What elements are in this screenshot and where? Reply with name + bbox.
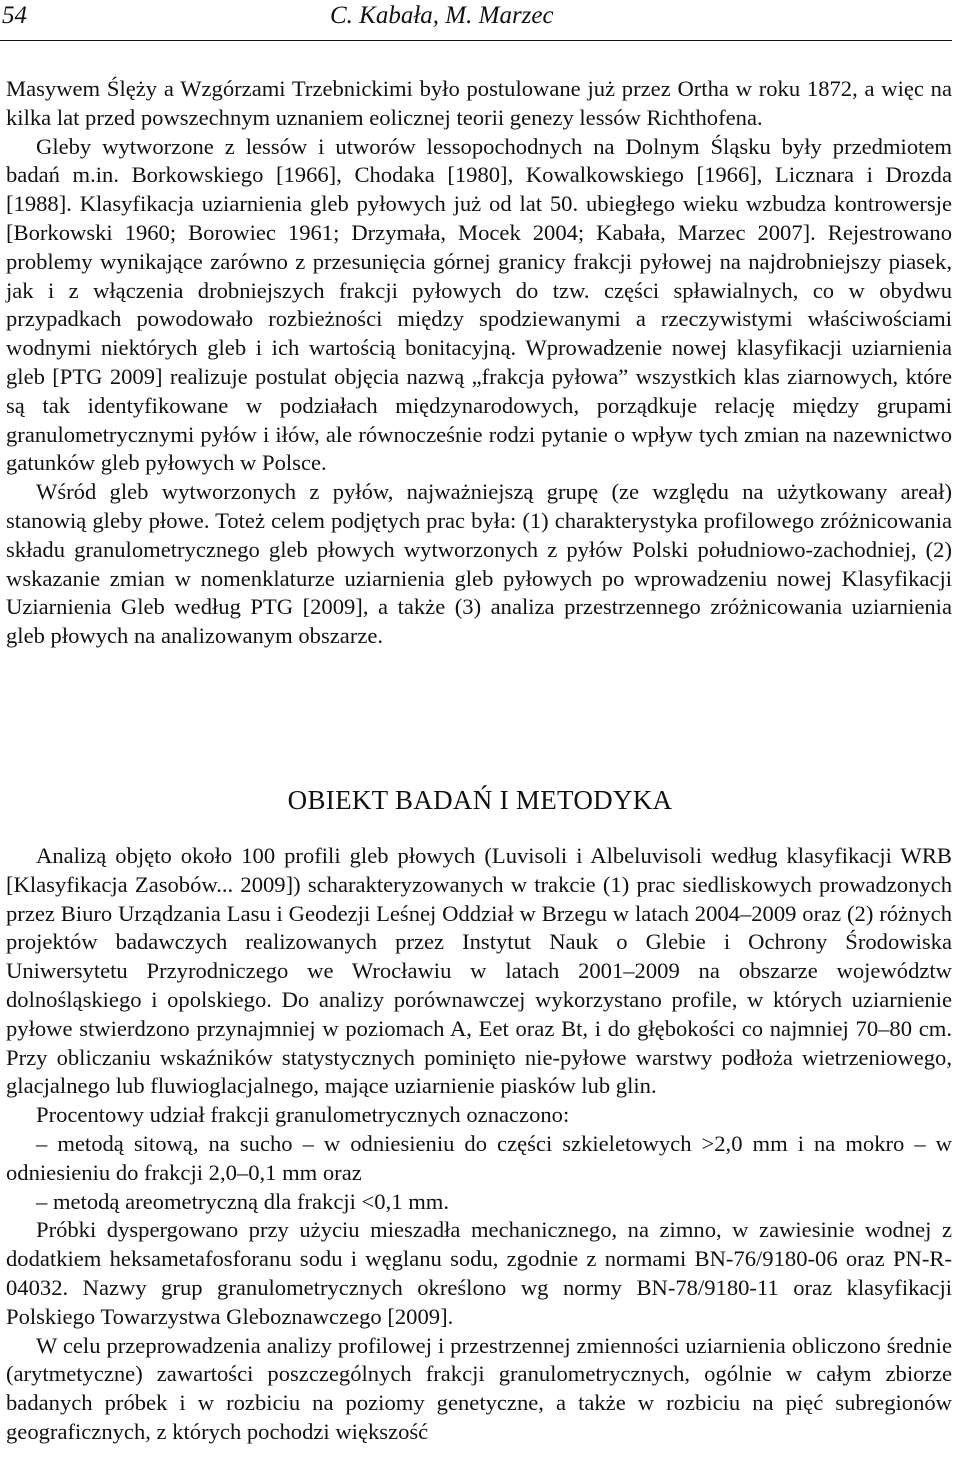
methods-list-item-1: – metodą sitową, na sucho – w odniesieniu do części szkieletowych >2,0 mm i na mokro – w odniesieniu do frakcji 2,0–0,1 mm oraz <box>6 1130 952 1185</box>
methods-text <box>6 842 952 1447</box>
intro-paragraph-1: Masywem Ślęży a Wzgórzami Trzebnickimi było postulowane już przez Ortha w roku 1872, a więc na kilka lat przed powszechnym uznaniem eolicznej teorii genezy lessów Richthofena. <box>6 76 952 130</box>
intro-paragraph-3: Wśród gleb wytworzonych z pyłów, najważniejszą grupę (ze względu na użytkowany areał) stanowią gleby płowe. Toteż celem podjętych prac była: (1) charakterystyka profilowego zróżnicowania składu granulometrycznego gleb płowych wytworzonych z pyłów Polski południowo-zachodniej, (2) wskazanie zmian w nomenklaturze uziarnienia gleb pyłowych po wprowadzeniu nowej Klasyfikacji Uziarnienia Gleb według PTG [2009], a także (3) analiza przestrzennego zróżnicowania uziarnienia gleb płowych na analizowanym obszarze. <box>6 479 952 649</box>
running-header-authors: C. Kabała, M. Marzec <box>330 2 554 29</box>
methods-paragraph-4: W celu przeprowadzenia analizy profilowej i przestrzennej zmienności uziarnienia obliczono średnie (arytmetyczne) zawartości poszczególnych frakcji granulometrycznych, ogólnie w całym zbiorze badanych próbek i w rozbiciu na poziomy genetyczne, a także w rozbiciu na pięć subregionów geograficznych, z których pochodzi większość <box>6 1332 952 1444</box>
methods-paragraph-1: Analizą objęto około 100 profili gleb płowych (Luvisoli i Albeluvisoli według klasyfikacji WRB [Klasyfikacja Zasobów... 2009]) scharakteryzowanych w trakcie (1) prac siedliskowych prowadzonych przez Biuro Urządzania Lasu i Geodezji Leśnej Oddział w Brzegu w latach 2004–2009 oraz (2) różnych projektów badawczych realizowanych przez Instytut Nauk o Glebie i Ochrony Środowiska Uniwersytetu Przyrodniczego we Wrocławiu w latach 2001–2009 na obszarze województw dolnośląskiego i opolskiego. Do analizy porównawczej wykorzystano profile, w których uziarnienie pyłowe stwierdzono przynajmniej w poziomach A, Eet oraz Bt, i do głębokości co najmniej 70–80 cm. Przy obliczaniu wskaźników statystycznych pominięto nie-pyłowe warstwy podłoża wietrzeniowego, glacjalnego lub fluwioglacjalnego, mające uziarnienie piasków lub glin. <box>6 843 952 1099</box>
methods-paragraph-3: Próbki dyspergowano przy użyciu mieszadła mechanicznego, na zimno, w zawiesinie wodnej z dodatkiem heksametafosforanu sodu i węglanu sodu, zgodnie z normami BN-76/9180-06 oraz PN-R-04032. Nazwy grup granulometrycznych określono wg normy BN-78/9180-11 oraz klasyfikacji Polskiego Towarzystwa Gleboznawczego [2009]. <box>6 1217 952 1329</box>
page-number: 54 <box>2 2 27 29</box>
methods-paragraph-2: Procentowy udział frakcji granulometrycznych oznaczono: <box>36 1102 570 1128</box>
methods-list-item-2: – metodą areometryczną dla frakcji <0,1 mm. <box>36 1188 449 1214</box>
running-header <box>0 0 952 41</box>
introduction-text <box>6 75 952 651</box>
section-heading: OBIEKT BADAŃ I METODYKA <box>287 785 673 815</box>
intro-paragraph-2: Gleby wytworzone z lessów i utworów lessopochodnych na Dolnym Śląsku były przedmiotem badań m.in. Borkowskiego [1966], Chodaka [1980], Kowalkowskiego [1966], Licznara i Drozda [1988]. Klasyfikacja uziarnienia gleb pyłowych już od lat 50. ubiegłego wieku wzbudza kontrowersje [Borkowski 1960; Borowiec 1961; Drzymała, Mocek 2004; Kabała, Marzec 2007]. Rejestrowano problemy wynikające zarówno z przesunięcia górnej granicy frakcji pyłowej na najdrobniejszy piasek, jak i z włączenia drobniejszych frakcji pyłowych do tzw. części spławialnych, co w obydwu przypadkach powodowało rozbieżności między spodziewanymi a rzeczywistymi właściwościami wodnymi niektórych gleb i ich wartością bonitacyjną. Wprowadzenie nowej klasyfikacji uziarnienia gleb [PTG 2009] realizuje postulat objęcia nazwą „frakcja pyłowa” wszystkich klas ziarnowych, które są tak identyfikowane w podziałach międzynarodowych, porządkuje relację między grupami granulometrycznymi pyłów i iłów, ale równocześnie rodzi pytanie o wpływ tych zmian na nazewnictwo gatunków gleb pyłowych w Polsce. <box>6 133 952 476</box>
